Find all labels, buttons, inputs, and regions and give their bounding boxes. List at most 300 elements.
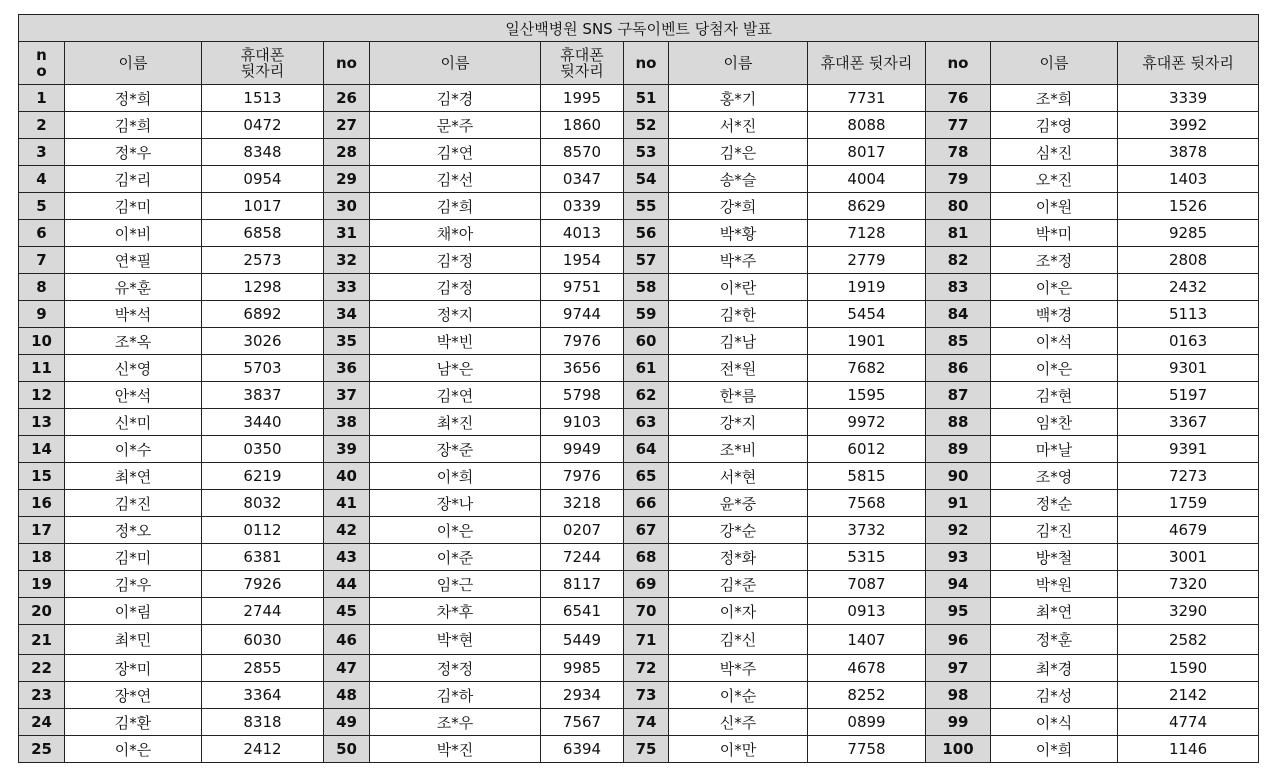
winner-no: 47: [324, 655, 370, 682]
winner-name: 조*희: [991, 85, 1118, 112]
winner-name: 김*한: [669, 301, 808, 328]
winner-phone-suffix: 2412: [202, 736, 324, 763]
winner-phone-suffix: 5703: [202, 355, 324, 382]
winner-phone-suffix: 1590: [1118, 655, 1259, 682]
winner-no: 15: [19, 463, 65, 490]
winner-name: 오*진: [991, 166, 1118, 193]
winner-phone-suffix: 8318: [202, 709, 324, 736]
winner-no: 83: [926, 274, 991, 301]
winner-name: 김*은: [669, 139, 808, 166]
winner-no: 49: [324, 709, 370, 736]
winner-name: 강*순: [669, 517, 808, 544]
winner-no: 92: [926, 517, 991, 544]
winner-no: 17: [19, 517, 65, 544]
table-row: [19, 709, 1259, 736]
winner-phone-suffix: 4013: [541, 220, 624, 247]
winner-name: 임*근: [370, 571, 541, 598]
winner-name: 이*희: [991, 736, 1118, 763]
winner-no: 19: [19, 571, 65, 598]
winner-no: 46: [324, 625, 370, 655]
winner-phone-suffix: 7320: [1118, 571, 1259, 598]
table-row: [19, 682, 1259, 709]
header-no: no: [926, 42, 991, 85]
table-row: [19, 544, 1259, 571]
winner-name: 마*날: [991, 436, 1118, 463]
winner-no: 22: [19, 655, 65, 682]
header-phone: 휴대폰 뒷자리: [541, 42, 624, 85]
winner-name: 윤*중: [669, 490, 808, 517]
winner-name: 이*은: [991, 355, 1118, 382]
winner-phone-suffix: 0112: [202, 517, 324, 544]
winner-no: 9: [19, 301, 65, 328]
winner-phone-suffix: 0163: [1118, 328, 1259, 355]
winner-no: 75: [624, 736, 669, 763]
winner-no: 10: [19, 328, 65, 355]
winner-phone-suffix: 5454: [808, 301, 926, 328]
table-row: [19, 301, 1259, 328]
winner-name: 최*연: [991, 598, 1118, 625]
winner-no: 73: [624, 682, 669, 709]
winner-no: 35: [324, 328, 370, 355]
winner-no: 82: [926, 247, 991, 274]
winner-name: 방*철: [991, 544, 1118, 571]
winner-phone-suffix: 6219: [202, 463, 324, 490]
winner-phone-suffix: 6892: [202, 301, 324, 328]
table-row: [19, 355, 1259, 382]
winner-name: 정*화: [669, 544, 808, 571]
winner-phone-suffix: 0347: [541, 166, 624, 193]
winner-name: 이*석: [991, 328, 1118, 355]
winner-name: 장*연: [65, 682, 202, 709]
winner-no: 64: [624, 436, 669, 463]
winner-no: 88: [926, 409, 991, 436]
winner-phone-suffix: 0350: [202, 436, 324, 463]
winner-name: 최*연: [65, 463, 202, 490]
winner-name: 박*진: [370, 736, 541, 763]
winner-phone-suffix: 5815: [808, 463, 926, 490]
table-row: [19, 517, 1259, 544]
winner-name: 임*찬: [991, 409, 1118, 436]
winner-name: 김*환: [65, 709, 202, 736]
table-row: [19, 571, 1259, 598]
winner-phone-suffix: 4004: [808, 166, 926, 193]
winner-no: 100: [926, 736, 991, 763]
winner-phone-suffix: 9985: [541, 655, 624, 682]
winner-no: 34: [324, 301, 370, 328]
winner-phone-suffix: 2573: [202, 247, 324, 274]
winner-phone-suffix: 3878: [1118, 139, 1259, 166]
winner-name: 정*순: [991, 490, 1118, 517]
winner-phone-suffix: 6858: [202, 220, 324, 247]
winner-no: 66: [624, 490, 669, 517]
winner-name: 이*식: [991, 709, 1118, 736]
header-row: [19, 42, 1259, 85]
winner-name: 박*빈: [370, 328, 541, 355]
table-row: [19, 490, 1259, 517]
winner-no: 43: [324, 544, 370, 571]
header-name: 이름: [991, 42, 1118, 85]
winner-phone-suffix: 3367: [1118, 409, 1259, 436]
winner-no: 54: [624, 166, 669, 193]
winner-no: 89: [926, 436, 991, 463]
winner-phone-suffix: 4774: [1118, 709, 1259, 736]
winner-name: 조*옥: [65, 328, 202, 355]
winner-phone-suffix: 4679: [1118, 517, 1259, 544]
winner-name: 신*주: [669, 709, 808, 736]
table-row: [19, 463, 1259, 490]
winner-no: 33: [324, 274, 370, 301]
winner-no: 74: [624, 709, 669, 736]
winner-name: 이*란: [669, 274, 808, 301]
winner-phone-suffix: 8629: [808, 193, 926, 220]
winner-phone-suffix: 3218: [541, 490, 624, 517]
winner-name: 이*비: [65, 220, 202, 247]
winner-phone-suffix: 3732: [808, 517, 926, 544]
winner-no: 70: [624, 598, 669, 625]
winner-phone-suffix: 8348: [202, 139, 324, 166]
winner-phone-suffix: 7568: [808, 490, 926, 517]
winner-phone-suffix: 2855: [202, 655, 324, 682]
winner-no: 86: [926, 355, 991, 382]
winner-name: 김*미: [65, 544, 202, 571]
winner-phone-suffix: 8017: [808, 139, 926, 166]
winner-name: 김*선: [370, 166, 541, 193]
winner-no: 59: [624, 301, 669, 328]
winner-name: 연*필: [65, 247, 202, 274]
winner-no: 2: [19, 112, 65, 139]
winner-no: 51: [624, 85, 669, 112]
winner-name: 정*지: [370, 301, 541, 328]
winner-phone-suffix: 7926: [202, 571, 324, 598]
winner-phone-suffix: 3837: [202, 382, 324, 409]
header-name: 이름: [370, 42, 541, 85]
winner-phone-suffix: 0472: [202, 112, 324, 139]
winner-no: 87: [926, 382, 991, 409]
winner-phone-suffix: 3339: [1118, 85, 1259, 112]
winner-phone-suffix: 0954: [202, 166, 324, 193]
winner-name: 박*미: [991, 220, 1118, 247]
winner-name: 강*희: [669, 193, 808, 220]
winner-name: 최*민: [65, 625, 202, 655]
winner-name: 이*림: [65, 598, 202, 625]
winner-phone-suffix: 9301: [1118, 355, 1259, 382]
winner-name: 장*미: [65, 655, 202, 682]
winner-name: 박*황: [669, 220, 808, 247]
winner-phone-suffix: 1403: [1118, 166, 1259, 193]
winner-name: 이*은: [991, 274, 1118, 301]
table-row: [19, 247, 1259, 274]
winner-name: 송*슬: [669, 166, 808, 193]
winner-phone-suffix: 6381: [202, 544, 324, 571]
header-name: 이름: [65, 42, 202, 85]
table-row: [19, 625, 1259, 655]
winner-phone-suffix: 3290: [1118, 598, 1259, 625]
winner-no: 97: [926, 655, 991, 682]
winner-phone-suffix: 3656: [541, 355, 624, 382]
winner-name: 정*오: [65, 517, 202, 544]
winner-no: 27: [324, 112, 370, 139]
table-row: [19, 598, 1259, 625]
winner-name: 박*현: [370, 625, 541, 655]
header-no: no: [324, 42, 370, 85]
winner-phone-suffix: 9391: [1118, 436, 1259, 463]
table-row: [19, 139, 1259, 166]
table-row: [19, 85, 1259, 112]
winner-phone-suffix: 6394: [541, 736, 624, 763]
winner-name: 강*지: [669, 409, 808, 436]
winner-phone-suffix: 1954: [541, 247, 624, 274]
winner-phone-suffix: 2808: [1118, 247, 1259, 274]
winner-name: 조*우: [370, 709, 541, 736]
winner-phone-suffix: 2744: [202, 598, 324, 625]
winner-name: 조*정: [991, 247, 1118, 274]
winner-phone-suffix: 2582: [1118, 625, 1259, 655]
winner-name: 심*진: [991, 139, 1118, 166]
page-title: 일산백병원 SNS 구독이벤트 당첨자 발표: [19, 15, 1259, 42]
winner-no: 18: [19, 544, 65, 571]
winner-name: 박*원: [991, 571, 1118, 598]
winner-name: 조*비: [669, 436, 808, 463]
winner-no: 91: [926, 490, 991, 517]
winner-name: 홍*기: [669, 85, 808, 112]
winner-name: 김*남: [669, 328, 808, 355]
winner-no: 13: [19, 409, 65, 436]
winner-phone-suffix: 6012: [808, 436, 926, 463]
winner-phone-suffix: 7128: [808, 220, 926, 247]
winner-no: 11: [19, 355, 65, 382]
winner-no: 76: [926, 85, 991, 112]
winner-phone-suffix: 7731: [808, 85, 926, 112]
header-phone: 휴대폰 뒷자리: [1118, 42, 1259, 85]
winner-no: 7: [19, 247, 65, 274]
winner-phone-suffix: 9744: [541, 301, 624, 328]
winner-phone-suffix: 7567: [541, 709, 624, 736]
winner-name: 신*영: [65, 355, 202, 382]
winner-name: 전*원: [669, 355, 808, 382]
winner-name: 유*훈: [65, 274, 202, 301]
winner-phone-suffix: 8032: [202, 490, 324, 517]
winner-phone-suffix: 1407: [808, 625, 926, 655]
winner-name: 이*은: [370, 517, 541, 544]
winner-name: 박*주: [669, 655, 808, 682]
table-row: [19, 112, 1259, 139]
winner-phone-suffix: 7976: [541, 463, 624, 490]
winner-phone-suffix: 1860: [541, 112, 624, 139]
winner-name: 김*정: [370, 274, 541, 301]
winner-phone-suffix: 5315: [808, 544, 926, 571]
winner-name: 이*자: [669, 598, 808, 625]
winner-phone-suffix: 8088: [808, 112, 926, 139]
winner-no: 25: [19, 736, 65, 763]
winner-no: 99: [926, 709, 991, 736]
table-row: [19, 409, 1259, 436]
winner-no: 6: [19, 220, 65, 247]
winner-name: 정*우: [65, 139, 202, 166]
winner-name: 남*은: [370, 355, 541, 382]
winner-name: 정*훈: [991, 625, 1118, 655]
winner-no: 40: [324, 463, 370, 490]
winner-no: 36: [324, 355, 370, 382]
winner-name: 최*경: [991, 655, 1118, 682]
header-phone: 휴대폰 뒷자리: [202, 42, 324, 85]
winner-phone-suffix: 6541: [541, 598, 624, 625]
winner-no: 58: [624, 274, 669, 301]
winner-phone-suffix: 8570: [541, 139, 624, 166]
winner-phone-suffix: 3001: [1118, 544, 1259, 571]
winner-name: 박*석: [65, 301, 202, 328]
winner-no: 67: [624, 517, 669, 544]
winner-phone-suffix: 9949: [541, 436, 624, 463]
winner-phone-suffix: 0207: [541, 517, 624, 544]
winner-phone-suffix: 8252: [808, 682, 926, 709]
winner-no: 1: [19, 85, 65, 112]
winner-no: 29: [324, 166, 370, 193]
winner-phone-suffix: 2432: [1118, 274, 1259, 301]
winner-phone-suffix: 7244: [541, 544, 624, 571]
winner-phone-suffix: 9972: [808, 409, 926, 436]
winner-phone-suffix: 7682: [808, 355, 926, 382]
winner-no: 31: [324, 220, 370, 247]
winner-name: 김*미: [65, 193, 202, 220]
winner-no: 80: [926, 193, 991, 220]
winner-name: 이*만: [669, 736, 808, 763]
winner-name: 김*성: [991, 682, 1118, 709]
winner-phone-suffix: 9751: [541, 274, 624, 301]
winner-phone-suffix: 9103: [541, 409, 624, 436]
winner-no: 56: [624, 220, 669, 247]
table-row: [19, 436, 1259, 463]
winner-name: 안*석: [65, 382, 202, 409]
winner-name: 최*진: [370, 409, 541, 436]
table-row: [19, 274, 1259, 301]
winner-name: 김*진: [65, 490, 202, 517]
winner-no: 3: [19, 139, 65, 166]
winner-no: 62: [624, 382, 669, 409]
winner-name: 이*원: [991, 193, 1118, 220]
table-row: [19, 328, 1259, 355]
winner-name: 박*주: [669, 247, 808, 274]
winner-name: 서*현: [669, 463, 808, 490]
winner-name: 이*순: [669, 682, 808, 709]
winner-no: 28: [324, 139, 370, 166]
winner-no: 69: [624, 571, 669, 598]
winner-phone-suffix: 1759: [1118, 490, 1259, 517]
winner-name: 김*경: [370, 85, 541, 112]
winner-no: 20: [19, 598, 65, 625]
winner-name: 김*영: [991, 112, 1118, 139]
winner-name: 김*연: [370, 139, 541, 166]
winner-phone-suffix: 3364: [202, 682, 324, 709]
header-no: no: [624, 42, 669, 85]
winner-name: 이*수: [65, 436, 202, 463]
winner-name: 조*영: [991, 463, 1118, 490]
winner-phone-suffix: 1901: [808, 328, 926, 355]
winner-phone-suffix: 0913: [808, 598, 926, 625]
winner-phone-suffix: 7273: [1118, 463, 1259, 490]
winner-phone-suffix: 5798: [541, 382, 624, 409]
winner-name: 김*하: [370, 682, 541, 709]
winner-no: 26: [324, 85, 370, 112]
winner-no: 41: [324, 490, 370, 517]
winner-name: 백*경: [991, 301, 1118, 328]
winner-no: 23: [19, 682, 65, 709]
table-row: [19, 220, 1259, 247]
winner-phone-suffix: 0339: [541, 193, 624, 220]
winner-no: 12: [19, 382, 65, 409]
table-row: [19, 655, 1259, 682]
winner-phone-suffix: 1995: [541, 85, 624, 112]
winner-phone-suffix: 1526: [1118, 193, 1259, 220]
winner-no: 53: [624, 139, 669, 166]
winner-phone-suffix: 3992: [1118, 112, 1259, 139]
winner-phone-suffix: 6030: [202, 625, 324, 655]
winner-phone-suffix: 4678: [808, 655, 926, 682]
winner-phone-suffix: 8117: [541, 571, 624, 598]
winner-name: 장*준: [370, 436, 541, 463]
winner-phone-suffix: 3026: [202, 328, 324, 355]
winner-name: 정*희: [65, 85, 202, 112]
winner-phone-suffix: 1298: [202, 274, 324, 301]
winner-no: 95: [926, 598, 991, 625]
winner-no: 50: [324, 736, 370, 763]
winner-phone-suffix: 7087: [808, 571, 926, 598]
winner-name: 김*리: [65, 166, 202, 193]
winner-no: 21: [19, 625, 65, 655]
header-no: n o: [19, 42, 65, 85]
winner-name: 김*희: [65, 112, 202, 139]
winner-name: 김*정: [370, 247, 541, 274]
winner-no: 85: [926, 328, 991, 355]
winner-no: 77: [926, 112, 991, 139]
winner-no: 44: [324, 571, 370, 598]
winner-name: 장*나: [370, 490, 541, 517]
winner-phone-suffix: 7758: [808, 736, 926, 763]
winner-no: 14: [19, 436, 65, 463]
winner-no: 48: [324, 682, 370, 709]
winner-name: 김*준: [669, 571, 808, 598]
winner-name: 채*아: [370, 220, 541, 247]
winner-no: 94: [926, 571, 991, 598]
winner-phone-suffix: 2142: [1118, 682, 1259, 709]
winner-phone-suffix: 1513: [202, 85, 324, 112]
winner-name: 문*주: [370, 112, 541, 139]
winner-phone-suffix: 7976: [541, 328, 624, 355]
winner-no: 4: [19, 166, 65, 193]
winner-name: 이*희: [370, 463, 541, 490]
winner-phone-suffix: 9285: [1118, 220, 1259, 247]
winner-name: 신*미: [65, 409, 202, 436]
winner-name: 김*신: [669, 625, 808, 655]
table-row: [19, 382, 1259, 409]
winner-no: 93: [926, 544, 991, 571]
winner-no: 61: [624, 355, 669, 382]
winner-name: 서*진: [669, 112, 808, 139]
winner-phone-suffix: 1919: [808, 274, 926, 301]
winner-no: 24: [19, 709, 65, 736]
winner-no: 68: [624, 544, 669, 571]
winner-phone-suffix: 1595: [808, 382, 926, 409]
winner-no: 52: [624, 112, 669, 139]
table-row: [19, 166, 1259, 193]
winner-phone-suffix: 5113: [1118, 301, 1259, 328]
winner-no: 39: [324, 436, 370, 463]
winner-phone-suffix: 3440: [202, 409, 324, 436]
winner-no: 16: [19, 490, 65, 517]
winner-no: 96: [926, 625, 991, 655]
winner-name: 이*준: [370, 544, 541, 571]
winner-name: 김*우: [65, 571, 202, 598]
winner-name: 김*연: [370, 382, 541, 409]
